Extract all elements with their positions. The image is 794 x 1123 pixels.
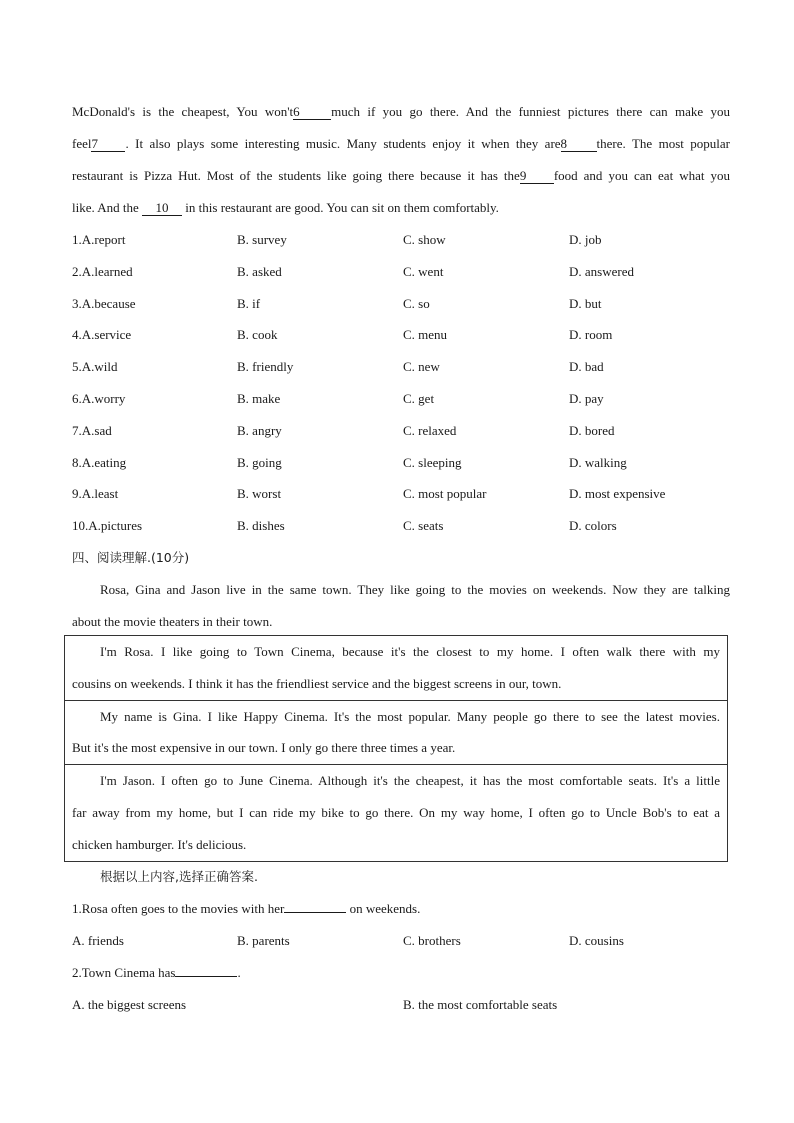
option-a[interactable]: 9.A.least (72, 486, 119, 502)
option-b[interactable]: B. make (237, 390, 281, 406)
option-a[interactable]: 10.A.pictures (72, 518, 143, 534)
passage-line: McDonald's is the cheapest, You won't6 much if you go there. And the funniest pictures there can make you (72, 104, 730, 119)
passage-line: restaurant is Pizza Hut. Most of the students like going there because it has the9 food and you can eat what you (72, 168, 730, 183)
option-a[interactable]: 2.A.learned (72, 263, 133, 279)
option-row (72, 319, 730, 351)
option-b[interactable]: B. friendly (237, 359, 294, 375)
option-c[interactable]: C. sleeping (403, 454, 462, 470)
testimonial-line: I'm Rosa. I like going to Town Cinema, because it's the closest to my home. I often walk there with my (100, 644, 720, 659)
testimonial-table (64, 635, 728, 862)
testimonial-line: cousins on weekends. I think it has the friendliest service and the biggest screens in our, town. (72, 675, 562, 691)
option-c[interactable]: C. new (403, 359, 440, 375)
option-a[interactable]: 8.A.eating (72, 454, 127, 470)
option-row (72, 224, 730, 256)
option-row (72, 288, 730, 320)
option-row (72, 478, 730, 510)
option-d[interactable]: D. pay (569, 390, 604, 406)
blank-10: 10 (142, 201, 182, 216)
option-d[interactable]: D. job (569, 232, 602, 247)
blank-8: 8 (561, 137, 597, 152)
passage-line: like. And the 10 in this restaurant are good. You can sit on them comfortably. (72, 200, 499, 215)
option-b[interactable]: B. cook (237, 327, 278, 343)
testimonial-rosa (65, 636, 727, 701)
option-d[interactable]: D. bored (569, 422, 615, 438)
option-b[interactable]: B. going (237, 454, 282, 470)
testimonial-line: far away from my home, but I can ride my bike to go there. On my way home, I often go to Uncle Bob's to eat a (72, 804, 720, 820)
option-b[interactable]: B. survey (237, 232, 287, 247)
option-a[interactable]: 6.A.worry (72, 390, 126, 406)
reading-intro-line: Rosa, Gina and Jason live in the same town. They like going to the movies on weekends. Now they are talking (100, 581, 730, 597)
option-row (72, 256, 730, 288)
testimonial-line: chicken hamburger. It's delicious. (72, 836, 247, 852)
option-c[interactable]: C. so (403, 295, 430, 311)
blank-9: 9 (520, 169, 554, 184)
option-a[interactable]: 5.A.wild (72, 359, 118, 375)
option-a[interactable]: A. friends (72, 933, 124, 948)
option-d[interactable]: D. bad (569, 359, 604, 375)
option-row (72, 415, 730, 447)
section-heading: 四、阅读理解.(10分) (72, 549, 190, 565)
option-d[interactable]: D. most expensive (569, 486, 666, 502)
testimonial-gina (65, 701, 727, 766)
option-a[interactable]: 3.A.because (72, 295, 136, 311)
testimonial-line: My name is Gina. I like Happy Cinema. It's the most popular. Many people go there to see the latest movies. (100, 708, 720, 724)
option-a[interactable]: 4.A.service (72, 327, 132, 343)
passage-line: feel7 . It also plays some interesting music. Many students enjoy it when they are8 there. The most popular (72, 136, 730, 151)
testimonial-line: I'm Jason. I often go to June Cinema. Although it's the cheapest, it has the most comfortable seats. It's a little (100, 773, 720, 789)
cloze-passage (72, 96, 730, 224)
worksheet-page (72, 96, 730, 638)
testimonial-line: But it's the most expensive in our town. I only go there three times a year. (72, 740, 456, 756)
question-2-options (72, 989, 730, 1021)
blank-7: 7 (91, 137, 125, 152)
option-d[interactable]: D. colors (569, 518, 617, 534)
answer-blank[interactable] (284, 912, 346, 913)
option-row (72, 383, 730, 415)
cloze-options (72, 224, 730, 542)
option-d[interactable]: D. walking (569, 454, 627, 470)
option-c[interactable]: C. brothers (403, 933, 461, 948)
option-d[interactable]: D. cousins (569, 933, 624, 948)
option-b[interactable]: B. the most comfortable seats (403, 996, 558, 1012)
option-c[interactable]: C. most popular (403, 486, 487, 502)
question-1-stem: 1.Rosa often goes to the movies with her on weekends. (72, 901, 421, 916)
option-row (72, 510, 730, 542)
option-b[interactable]: B. angry (237, 422, 282, 438)
option-b[interactable]: B. dishes (237, 518, 285, 534)
answer-blank[interactable] (175, 976, 237, 977)
instruction: 根据以上内容,选择正确答案. (100, 869, 258, 884)
option-b[interactable]: B. parents (237, 933, 290, 948)
option-a[interactable]: 7.A.sad (72, 422, 112, 438)
option-c[interactable]: C. get (403, 390, 435, 406)
option-c[interactable]: C. seats (403, 518, 444, 534)
option-c[interactable]: C. menu (403, 327, 448, 343)
option-c[interactable]: C. relaxed (403, 422, 457, 438)
option-d[interactable]: D. answered (569, 263, 634, 279)
reading-intro-line: about the movie theaters in their town. (72, 613, 273, 629)
option-row (72, 447, 730, 479)
question-2-stem: 2.Town Cinema has . (72, 964, 241, 980)
option-b[interactable]: B. if (237, 295, 261, 311)
option-b[interactable]: B. worst (237, 486, 282, 502)
option-c[interactable]: C. show (403, 232, 446, 247)
questions (72, 861, 730, 1021)
option-a[interactable]: 1.A.report (72, 232, 126, 247)
testimonial-jason (65, 765, 727, 860)
option-d[interactable]: D. room (569, 327, 613, 343)
question-1-options (72, 925, 730, 957)
option-a[interactable]: A. the biggest screens (72, 996, 187, 1012)
option-b[interactable]: B. asked (237, 263, 282, 279)
option-row (72, 351, 730, 383)
option-c[interactable]: C. went (403, 263, 444, 279)
blank-6: 6 (293, 105, 331, 120)
option-d[interactable]: D. but (569, 295, 602, 311)
